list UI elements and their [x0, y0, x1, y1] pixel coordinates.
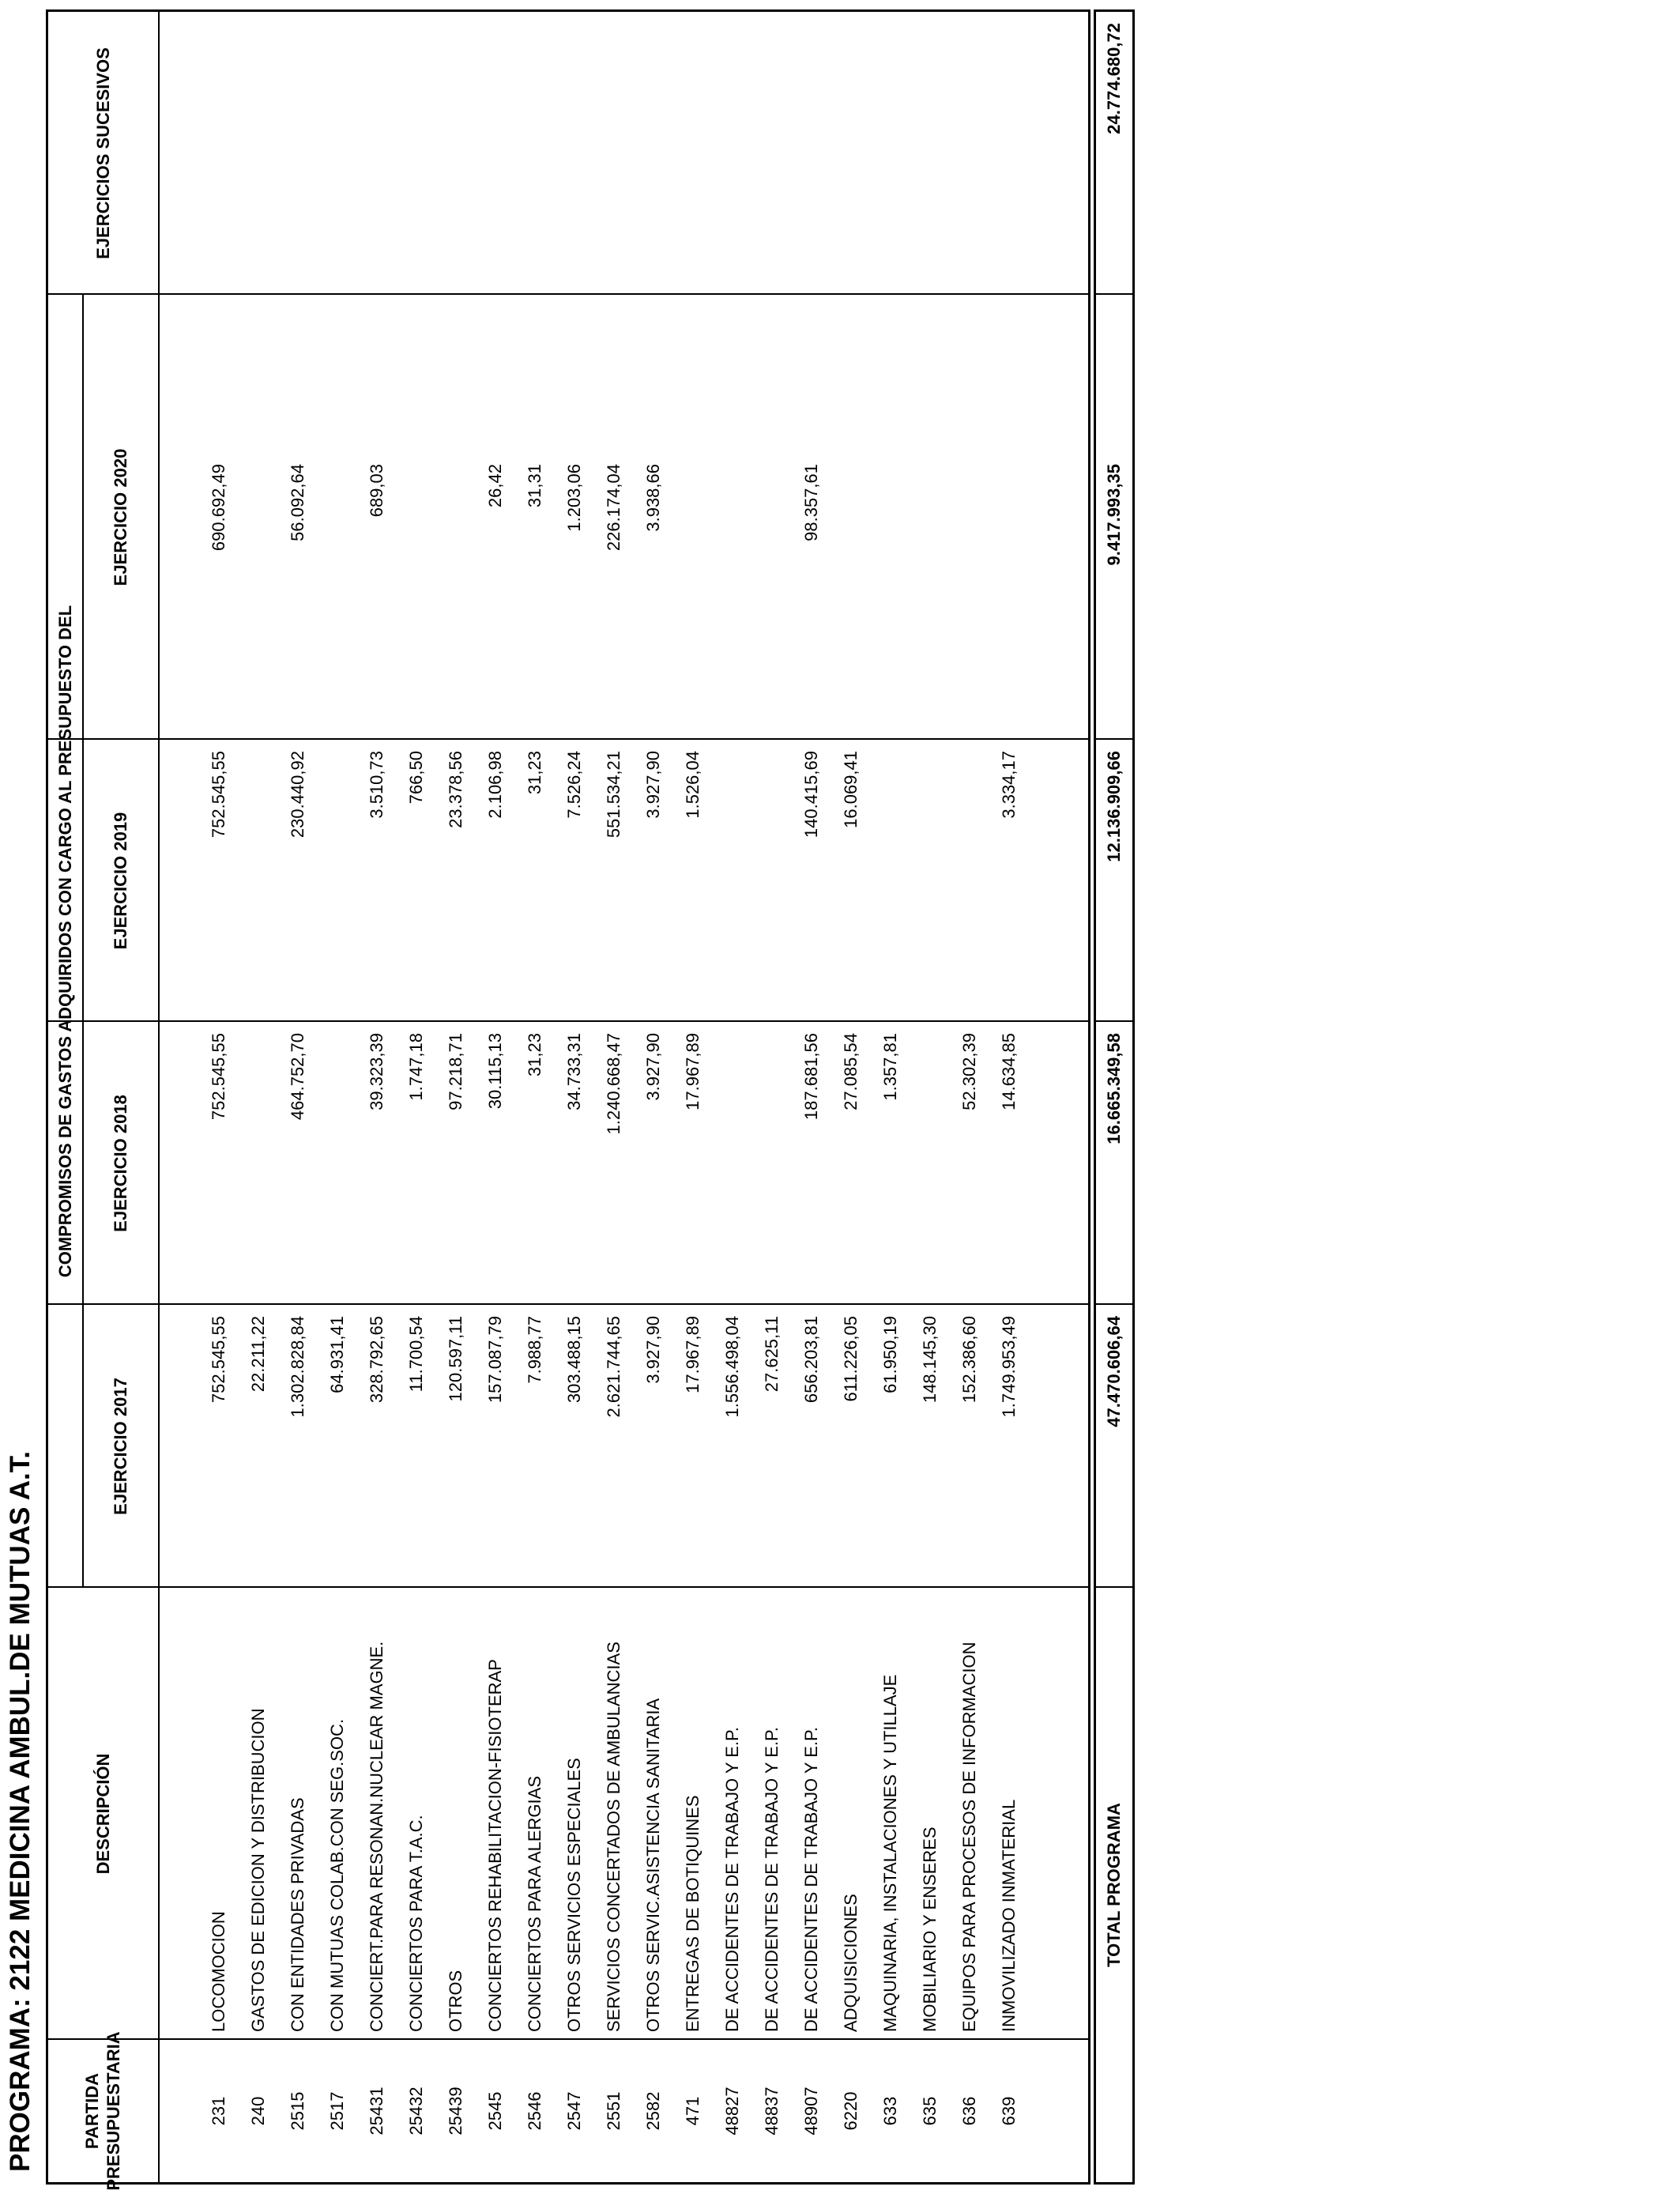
ejercicio-2020-cell	[752, 464, 792, 740]
ejercicio-2018-cell: 752.545,55	[209, 1033, 228, 1121]
ejercicio-2018-cell: 34.733,31	[564, 1033, 584, 1110]
ejercicio-2019-cell	[950, 751, 989, 1022]
partida-cell: 25439	[446, 2087, 465, 2136]
table-row	[318, 0, 357, 2194]
descripcion-cell: CONCIERT.PARA RESONAN.NUCLEAR MAGNE.	[367, 1641, 386, 2032]
table-row	[871, 0, 910, 2194]
ejercicio-2019-cell: 23.378,56	[446, 751, 465, 828]
descripcion-cell: DE ACCIDENTES DE TRABAJO Y E.P.	[722, 1727, 742, 2032]
ejercicio-2019-cell: 2.106,98	[485, 751, 505, 819]
partida-cell: 240	[248, 2096, 268, 2126]
table-row	[199, 0, 239, 2194]
ejercicio-2020-cell	[673, 464, 713, 740]
partida-cell: 635	[920, 2096, 940, 2126]
ejercicio-2017-cell: 1.749.953,49	[999, 1316, 1019, 1418]
ejercicios-sucesivos-cell	[436, 23, 476, 295]
ejercicio-2020-cell	[436, 464, 476, 740]
ejercicio-2019-cell: 1.526,04	[683, 751, 703, 819]
header-ejercicio-2017: EJERCICIO 2017	[110, 1378, 130, 1515]
ejercicio-2020-cell: 689,03	[367, 464, 386, 518]
ejercicio-2019-cell	[318, 751, 357, 1022]
ejercicio-2020-cell: 690.692,49	[209, 464, 228, 552]
ejercicios-sucesivos-cell	[752, 23, 792, 295]
partida-cell: 25432	[406, 2087, 426, 2136]
ejercicio-2018-cell: 14.634,85	[999, 1033, 1019, 1110]
ejercicios-sucesivos-cell	[357, 23, 397, 295]
descripcion-cell: DE ACCIDENTES DE TRABAJO Y E.P.	[801, 1727, 821, 2032]
descripcion-cell: ADQUISICIONES	[841, 1894, 861, 2032]
ejercicio-2019-cell: 551.534,21	[604, 751, 623, 839]
ejercicios-sucesivos-cell	[792, 23, 831, 295]
ejercicio-2018-cell: 39.323,39	[367, 1033, 386, 1110]
ejercicio-2020-cell	[397, 464, 436, 740]
partida-cell: 231	[209, 2096, 228, 2126]
partida-cell: 2546	[525, 2091, 544, 2131]
ejercicio-2017-cell: 752.545,55	[209, 1316, 228, 1404]
ejercicio-2017-cell: 64.931,41	[327, 1316, 347, 1393]
header-ejercicios-sucesivos: EJERCICIOS SUCESIVOS	[92, 47, 113, 259]
ejercicio-2019-cell: 3.510,73	[367, 751, 386, 819]
ejercicio-2020-cell	[239, 464, 278, 740]
partida-cell: 48907	[801, 2087, 821, 2136]
ejercicio-2018-cell	[752, 1033, 792, 1305]
ejercicio-2020-cell: 31,31	[525, 464, 544, 508]
ejercicios-sucesivos-cell	[989, 23, 1029, 295]
ejercicios-sucesivos-cell	[476, 23, 515, 295]
ejercicio-2018-cell: 52.302,39	[959, 1033, 979, 1110]
table-row	[831, 0, 871, 2194]
ejercicio-2019-cell	[910, 751, 950, 1022]
partida-cell: 2551	[604, 2091, 623, 2131]
descripcion-cell: LOCOMOCION	[209, 1911, 228, 2032]
ejercicio-2017-cell: 27.625,11	[762, 1316, 782, 1393]
partida-cell: 471	[683, 2096, 703, 2126]
ejercicio-2017-cell: 120.597,11	[446, 1316, 465, 1402]
ejercicio-2020-cell: 226.174,04	[604, 464, 623, 552]
partida-cell: 2582	[643, 2091, 663, 2131]
ejercicio-2017-cell: 61.950,19	[880, 1316, 900, 1393]
table-row	[989, 0, 1029, 2194]
descripcion-cell: ENTREGAS DE BOTIQUINES	[683, 1795, 703, 2032]
ejercicio-2019-cell: 3.927,90	[643, 751, 663, 819]
table-row	[357, 0, 397, 2194]
descripcion-cell: CON MUTUAS COLAB.CON SEG.SOC.	[327, 1718, 347, 2032]
program-title: PROGRAMA: 2122 MEDICINA AMBUL.DE MUTUAS A.T.	[5, 1451, 36, 2172]
total-ejercicios-sucesivos: 24.774.680,72	[1104, 23, 1124, 134]
ejercicio-2020-cell: 1.203,06	[564, 464, 584, 532]
ejercicios-sucesivos-cell	[594, 23, 634, 295]
ejercicio-2020-cell: 56.092,64	[288, 464, 307, 541]
ejercicio-2020-cell: 3.938,66	[643, 464, 663, 532]
ejercicios-sucesivos-cell	[397, 23, 436, 295]
ejercicio-2019-cell: 766,50	[406, 751, 426, 805]
ejercicio-2019-cell: 752.545,55	[209, 751, 228, 839]
ejercicio-2018-cell: 27.085,54	[841, 1033, 861, 1110]
table-row	[436, 0, 476, 2194]
ejercicios-sucesivos-cell	[555, 23, 594, 295]
descripcion-cell: OTROS SERVIC.ASISTENCIA SANITARIA	[643, 1698, 663, 2032]
ejercicios-sucesivos-cell	[239, 23, 278, 295]
ejercicio-2020-cell	[989, 464, 1029, 740]
total-ejercicio-2019: 12.136.909,66	[1104, 751, 1124, 862]
descripcion-cell: CONCIERTOS REHABILITACION-FISIOTERAP	[485, 1659, 505, 2032]
descripcion-cell: OTROS SERVICIOS ESPECIALES	[564, 1758, 584, 2032]
ejercicio-2017-cell: 152.386,60	[959, 1316, 979, 1404]
ejercicio-2018-cell: 464.752,70	[288, 1033, 307, 1121]
header-descripcion: DESCRIPCIÓN	[92, 1753, 113, 1875]
ejercicio-2020-cell	[713, 464, 752, 740]
table-row	[792, 0, 831, 2194]
ejercicio-2018-cell: 3.927,90	[643, 1033, 663, 1101]
ejercicios-sucesivos-cell	[910, 23, 950, 295]
ejercicios-sucesivos-cell	[950, 23, 989, 295]
table-row	[397, 0, 436, 2194]
ejercicio-2018-cell: 1.357,81	[880, 1033, 900, 1101]
ejercicio-2020-cell: 98.357,61	[801, 464, 821, 541]
partida-cell: 636	[959, 2096, 979, 2126]
ejercicio-2017-cell: 7.988,77	[525, 1316, 544, 1384]
header-divider	[158, 9, 160, 2185]
ejercicios-sucesivos-cell	[278, 23, 318, 295]
ejercicio-2019-cell	[239, 751, 278, 1022]
partida-cell: 6220	[841, 2091, 861, 2131]
table-row	[910, 0, 950, 2194]
table-row	[476, 0, 515, 2194]
ejercicios-sucesivos-cell	[713, 23, 752, 295]
ejercicios-sucesivos-cell	[318, 23, 357, 295]
ejercicio-2019-cell: 230.440,92	[288, 751, 307, 839]
descripcion-cell: OTROS	[446, 1970, 465, 2032]
partida-cell: 2515	[288, 2091, 307, 2131]
ejercicio-2020-cell	[871, 464, 910, 740]
ejercicio-2020-cell	[318, 464, 357, 740]
partida-cell: 2517	[327, 2091, 347, 2131]
ejercicio-2017-cell: 3.927,90	[643, 1316, 663, 1384]
ejercicios-sucesivos-cell	[515, 23, 555, 295]
table-row	[555, 0, 594, 2194]
ejercicio-2017-cell: 157.087,79	[485, 1316, 505, 1404]
table-row	[713, 0, 752, 2194]
ejercicio-2018-cell: 31,23	[525, 1033, 544, 1077]
header-ejercicio-2018: EJERCICIO 2018	[110, 1095, 130, 1232]
ejercicio-2019-cell: 140.415,69	[801, 751, 821, 839]
table-row	[673, 0, 713, 2194]
header-ejercicio-2019: EJERCICIO 2019	[110, 812, 130, 950]
ejercicio-2019-cell	[871, 751, 910, 1022]
ejercicio-2018-cell: 17.967,89	[683, 1033, 703, 1110]
ejercicio-2020-cell	[831, 464, 871, 740]
ejercicio-2019-cell: 7.526,24	[564, 751, 584, 819]
ejercicio-2018-cell	[713, 1033, 752, 1305]
total-ejercicio-2018: 16.665.349,58	[1104, 1033, 1124, 1144]
ejercicio-2017-cell: 303.488,15	[564, 1316, 584, 1404]
descripcion-cell: GASTOS DE EDICION Y DISTRIBUCION	[248, 1708, 268, 2032]
ejercicio-2017-cell: 17.967,89	[683, 1316, 703, 1393]
table-row	[239, 0, 278, 2194]
descripcion-cell: CONCIERTOS PARA T.A.C.	[406, 1815, 426, 2032]
total-row	[1094, 0, 1134, 2194]
partida-cell: 25431	[367, 2087, 386, 2136]
ejercicios-sucesivos-cell	[673, 23, 713, 295]
header-ejercicio-2020: EJERCICIO 2020	[110, 448, 130, 586]
ejercicios-sucesivos-cell	[871, 23, 910, 295]
ejercicio-2017-cell: 148.145,30	[920, 1316, 940, 1404]
partida-cell: 633	[880, 2096, 900, 2126]
descripcion-cell: CONCIERTOS PARA ALERGIAS	[525, 1776, 544, 2032]
ejercicio-2017-cell: 1.556.498,04	[722, 1316, 742, 1418]
partida-cell: 639	[999, 2096, 1019, 2126]
ejercicio-2019-cell	[713, 751, 752, 1022]
total-ejercicio-2020: 9.417.993,35	[1104, 464, 1124, 566]
descripcion-cell: CON ENTIDADES PRIVADAS	[288, 1797, 307, 2032]
table-row	[752, 0, 792, 2194]
ejercicio-2017-cell: 1.302.828,84	[288, 1316, 307, 1418]
ejercicio-2018-cell	[318, 1033, 357, 1305]
ejercicio-2020-cell: 26,42	[485, 464, 505, 508]
descripcion-cell: MAQUINARIA, INSTALACIONES Y UTILLAJE	[880, 1674, 900, 2032]
ejercicio-2020-cell	[950, 464, 989, 740]
header-partida: PARTIDA PRESUPUESTARIA	[82, 2031, 123, 2191]
table-row	[950, 0, 989, 2194]
table-row	[594, 0, 634, 2194]
total-ejercicio-2017: 47.470.606,64	[1104, 1316, 1124, 1427]
ejercicio-2017-cell: 328.792,65	[367, 1316, 386, 1404]
ejercicios-sucesivos-cell	[634, 23, 673, 295]
ejercicio-2017-cell: 11.700,54	[406, 1316, 426, 1393]
ejercicio-2019-cell	[752, 751, 792, 1022]
table-row	[634, 0, 673, 2194]
descripcion-cell: MOBILIARIO Y ENSERES	[920, 1826, 940, 2032]
partida-cell: 48837	[762, 2087, 782, 2136]
ejercicio-2019-cell: 16.069,41	[841, 751, 861, 828]
ejercicio-2017-cell: 2.621.744,65	[604, 1316, 623, 1418]
header-compromisos: COMPROMISOS DE GASTOS ADQUIRIDOS CON CARGO AL PRESUPUESTO DEL	[55, 605, 75, 1278]
ejercicios-sucesivos-cell	[199, 23, 239, 295]
ejercicio-2018-cell	[910, 1033, 950, 1305]
ejercicio-2018-cell: 1.240.668,47	[604, 1033, 623, 1135]
partida-cell: 2545	[485, 2091, 505, 2131]
total-label: TOTAL PROGRAMA	[1104, 1803, 1124, 1967]
descripcion-cell: DE ACCIDENTES DE TRABAJO Y E.P.	[762, 1727, 782, 2032]
ejercicio-2018-cell: 1.747,18	[406, 1033, 426, 1101]
partida-cell: 2547	[564, 2091, 584, 2131]
partida-cell: 48827	[722, 2087, 742, 2136]
ejercicio-2018-cell	[239, 1033, 278, 1305]
ejercicio-2018-cell: 30.115,13	[485, 1033, 505, 1110]
ejercicio-2020-cell	[910, 464, 950, 740]
table-row	[278, 0, 318, 2194]
ejercicio-2017-cell: 611.226,05	[841, 1316, 861, 1402]
table-row	[515, 0, 555, 2194]
descripcion-cell: SERVICIOS CONCERTADOS DE AMBULANCIAS	[604, 1642, 623, 2032]
descripcion-cell: EQUIPOS PARA PROCESOS DE INFORMACION	[959, 1642, 979, 2032]
ejercicio-2018-cell: 97.218,71	[446, 1033, 465, 1110]
ejercicios-sucesivos-cell	[831, 23, 871, 295]
ejercicio-2017-cell: 656.203,81	[801, 1316, 821, 1404]
ejercicio-2019-cell: 3.334,17	[999, 751, 1019, 819]
ejercicio-2019-cell: 31,23	[525, 751, 544, 795]
descripcion-cell: INMOVILIZADO INMATERIAL	[999, 1799, 1019, 2032]
ejercicio-2018-cell: 187.681,56	[801, 1033, 821, 1121]
ejercicio-2017-cell: 22.211,22	[248, 1316, 268, 1393]
